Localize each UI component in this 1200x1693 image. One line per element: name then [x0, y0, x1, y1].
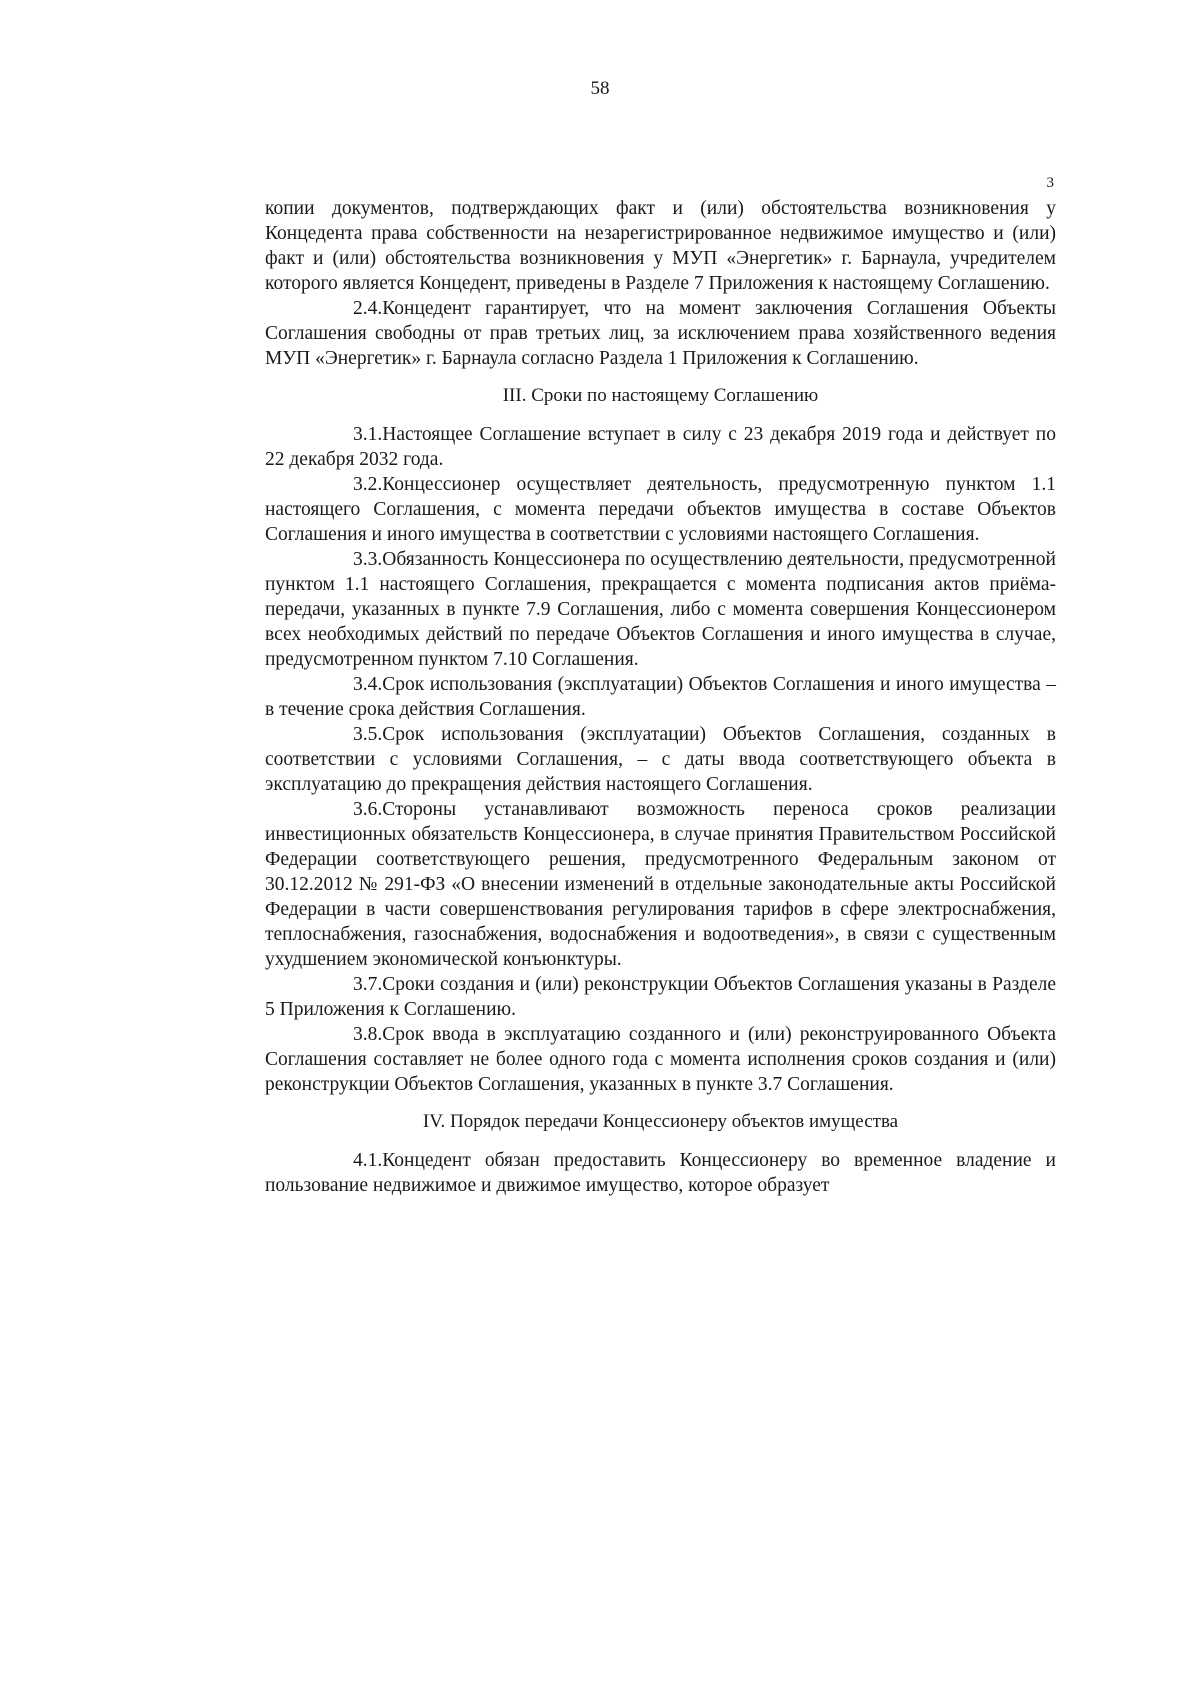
section-heading-4: IV. Порядок передачи Концессионеру объектов имущества [422, 1111, 899, 1132]
paragraph-number: 3.4. [353, 674, 383, 695]
inner-page-number: 3 [1046, 175, 1054, 191]
paragraph-4-1 [265, 1148, 1056, 1198]
section-heading-3: III. Сроки по настоящему Соглашению [502, 385, 819, 406]
document-body [265, 196, 1056, 1198]
paragraph-text: Концедент обязан предоставить Концессионеру во временное владение и пользование недвижимое и движимое имущество, которое образует [265, 1150, 1056, 1196]
paragraph-number: 3.6. [353, 799, 383, 820]
paragraph-3-7 [265, 972, 1056, 1022]
paragraph-3-5 [265, 722, 1056, 797]
paragraph-3-2 [265, 472, 1056, 547]
paragraph-text: Концессионер осуществляет деятельность, предусмотренную пунктом 1.1 настоящего Соглашения, с момента передачи объектов имущества в составе Объектов Соглашения и иного имущества в соответствии с условиями настоящего Соглашения. [265, 474, 1056, 545]
paragraph-number: 3.8. [353, 1024, 383, 1045]
paragraph-3-1 [265, 422, 1056, 472]
paragraph-text: Срок использования (эксплуатации) Объектов Соглашения и иного имущества – в течение срока действия Соглашения. [265, 674, 1056, 720]
paragraph-continuation [265, 196, 1056, 296]
paragraph-2-4 [265, 296, 1056, 371]
paragraph-number: 3.7. [353, 974, 383, 995]
paragraph-3-8 [265, 1022, 1056, 1097]
paragraph-3-4 [265, 672, 1056, 722]
paragraph-number: 3.3. [353, 549, 383, 570]
paragraph-number: 3.1. [353, 424, 383, 445]
paragraph-3-6 [265, 797, 1056, 972]
page-number: 58 [590, 78, 610, 99]
paragraph-text: Срок ввода в эксплуатацию созданного и (или) реконструированного Объекта Соглашения составляет не более одного года с момента исполнения сроков создания и (или) реконструкции Объектов Соглашения, указанных в пункте 3.7 Соглашения. [265, 1024, 1056, 1095]
paragraph-3-3 [265, 547, 1056, 672]
paragraph-number: 2.4. [353, 298, 383, 319]
paragraph-number: 3.2. [353, 474, 383, 495]
paragraph-text: Стороны устанавливают возможность переноса сроков реализации инвестиционных обязательств Концессионера, в случае принятия Правительством Российской Федерации соответствующего решения, предусмотренного Федеральным законом от 30.12.2012 № 291-ФЗ «О внесении изменений в отдельные законодательные акты Российской Федерации в части совершенствования регулирования тарифов в сфере электроснабжения, теплоснабжения, газоснабжения, водоснабжения и водоотведения», в связи с существенным ухудшением экономической конъюнктуры. [265, 799, 1056, 970]
paragraph-number: 4.1. [353, 1150, 383, 1171]
paragraph-text: копии документов, подтверждающих факт и (или) обстоятельства возникновения у Концедента права собственности на незарегистрированное недвижимое имущество и (или) факт и (или) обстоятельства возникновения у МУП «Энергетик» г. Барнаула, учредителем которого является Концедент, приведены в Разделе 7 Приложения к настоящему Соглашению. [265, 198, 1056, 294]
paragraph-text: Обязанность Концессионера по осуществлению деятельности, предусмотренной пунктом 1.1 настоящего Соглашения, прекращается с момента подписания актов приёма-передачи, указанных в пункте 7.9 Соглашения, либо с момента совершения Концессионером всех необходимых действий по передаче Объектов Соглашения и иного имущества в случае, предусмотренном пунктом 7.10 Соглашения. [265, 549, 1056, 670]
paragraph-text: Концедент гарантирует, что на момент заключения Соглашения Объекты Соглашения свободны от прав третьих лиц, за исключением права хозяйственного ведения МУП «Энергетик» г. Барнаула согласно Раздела 1 Приложения к Соглашению. [265, 298, 1056, 369]
paragraph-text: Настоящее Соглашение вступает в силу с 23 декабря 2019 года и действует по 22 декабря 2032 года. [265, 424, 1056, 470]
paragraph-number: 3.5. [353, 724, 383, 745]
paragraph-text: Сроки создания и (или) реконструкции Объектов Соглашения указаны в Разделе 5 Приложения к Соглашению. [265, 974, 1056, 1020]
paragraph-text: Срок использования (эксплуатации) Объектов Соглашения, созданных в соответствии с условиями Соглашения, – с даты ввода соответствующего объекта в эксплуатацию до прекращения действия настоящего Соглашения. [265, 724, 1056, 795]
